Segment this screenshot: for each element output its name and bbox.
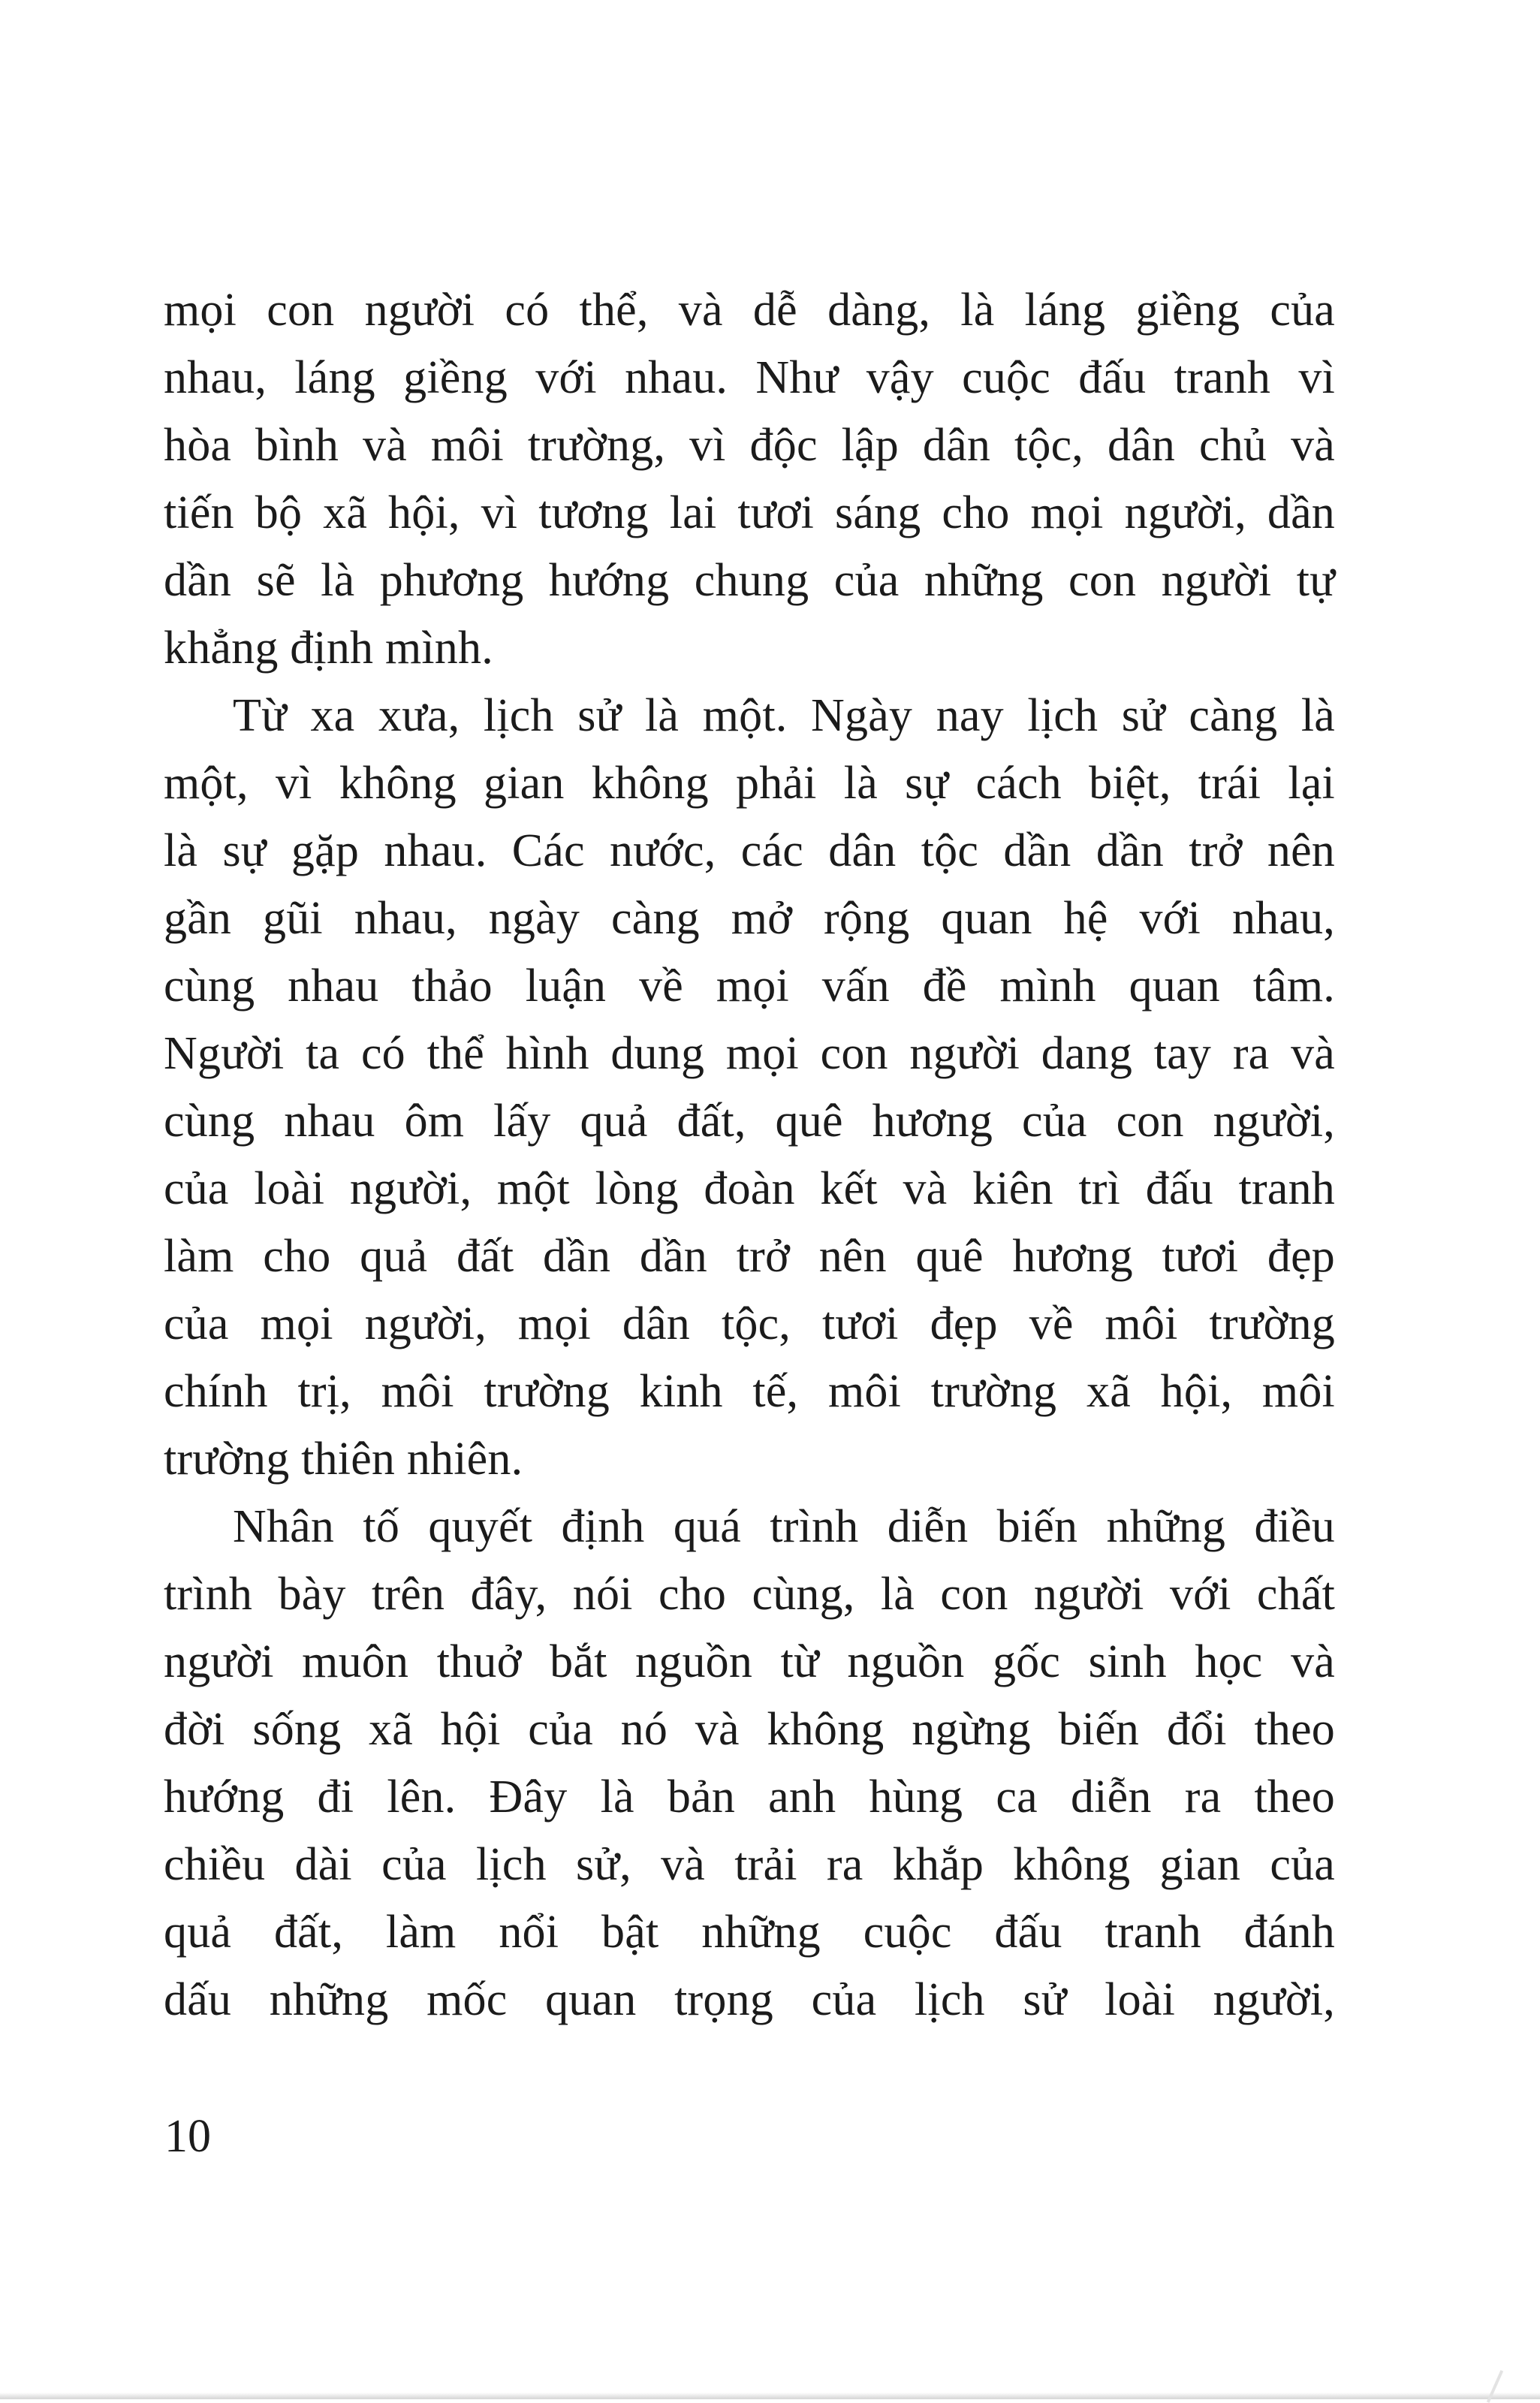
text-line: người muôn thuở bắt nguồn từ nguồn gốc sinh học và bbox=[164, 1636, 1335, 1687]
text-line: trường thiên nhiên. bbox=[164, 1434, 523, 1485]
text-line: dần sẽ là phương hướng chung của những con người tự bbox=[164, 555, 1335, 606]
page-bottom-scan-shadow bbox=[0, 2392, 1540, 2399]
text-line: nhau, láng giềng với nhau. Như vậy cuộc đấu tranh vì bbox=[164, 352, 1335, 403]
text-line: chính trị, môi trường kinh tế, môi trường xã hội, môi bbox=[164, 1366, 1335, 1417]
text-line: Nhân tố quyết định quá trình diễn biến những điều bbox=[233, 1501, 1335, 1552]
text-line: chiều dài của lịch sử, và trải ra khắp không gian của bbox=[164, 1839, 1335, 1890]
text-line: Người ta có thể hình dung mọi con người dang tay ra và bbox=[164, 1028, 1335, 1079]
text-line: tiến bộ xã hội, vì tương lai tươi sáng cho mọi người, dần bbox=[164, 487, 1335, 538]
text-line: trình bày trên đây, nói cho cùng, là con người với chất bbox=[164, 1569, 1335, 1620]
text-line: một, vì không gian không phải là sự cách biệt, trái lại bbox=[164, 758, 1335, 809]
text-line: khẳng định mình. bbox=[164, 623, 493, 674]
text-line: dấu những mốc quan trọng của lịch sử loài người, bbox=[164, 1974, 1335, 2025]
text-line: là sự gặp nhau. Các nước, các dân tộc dần dần trở nên bbox=[164, 825, 1335, 876]
text-line: gần gũi nhau, ngày càng mở rộng quan hệ với nhau, bbox=[164, 893, 1335, 944]
text-line: hướng đi lên. Đây là bản anh hùng ca diễn ra theo bbox=[164, 1771, 1335, 1823]
text-line: của mọi người, mọi dân tộc, tươi đẹp về môi trường bbox=[164, 1298, 1335, 1349]
text-line: quả đất, làm nổi bật những cuộc đấu tranh đánh bbox=[164, 1907, 1335, 1958]
text-line: cùng nhau ôm lấy quả đất, quê hương của con người, bbox=[164, 1096, 1335, 1147]
text-line: cùng nhau thảo luận về mọi vấn đề mình quan tâm. bbox=[164, 960, 1335, 1012]
text-line: hòa bình và môi trường, vì độc lập dân tộc, dân chủ và bbox=[164, 420, 1335, 471]
text-line: của loài người, một lòng đoàn kết và kiên trì đấu tranh bbox=[164, 1163, 1335, 1214]
page-number: 10 bbox=[164, 2111, 211, 2162]
text-line: đời sống xã hội của nó và không ngừng biến đổi theo bbox=[164, 1704, 1335, 1755]
text-line: mọi con người có thể, và dễ dàng, là láng giềng của bbox=[164, 285, 1335, 336]
text-line: Từ xa xưa, lịch sử là một. Ngày nay lịch sử càng là bbox=[233, 690, 1335, 741]
body-text bbox=[164, 276, 1335, 2034]
text-line: làm cho quả đất dần dần trở nên quê hương tươi đẹp bbox=[164, 1231, 1335, 1282]
